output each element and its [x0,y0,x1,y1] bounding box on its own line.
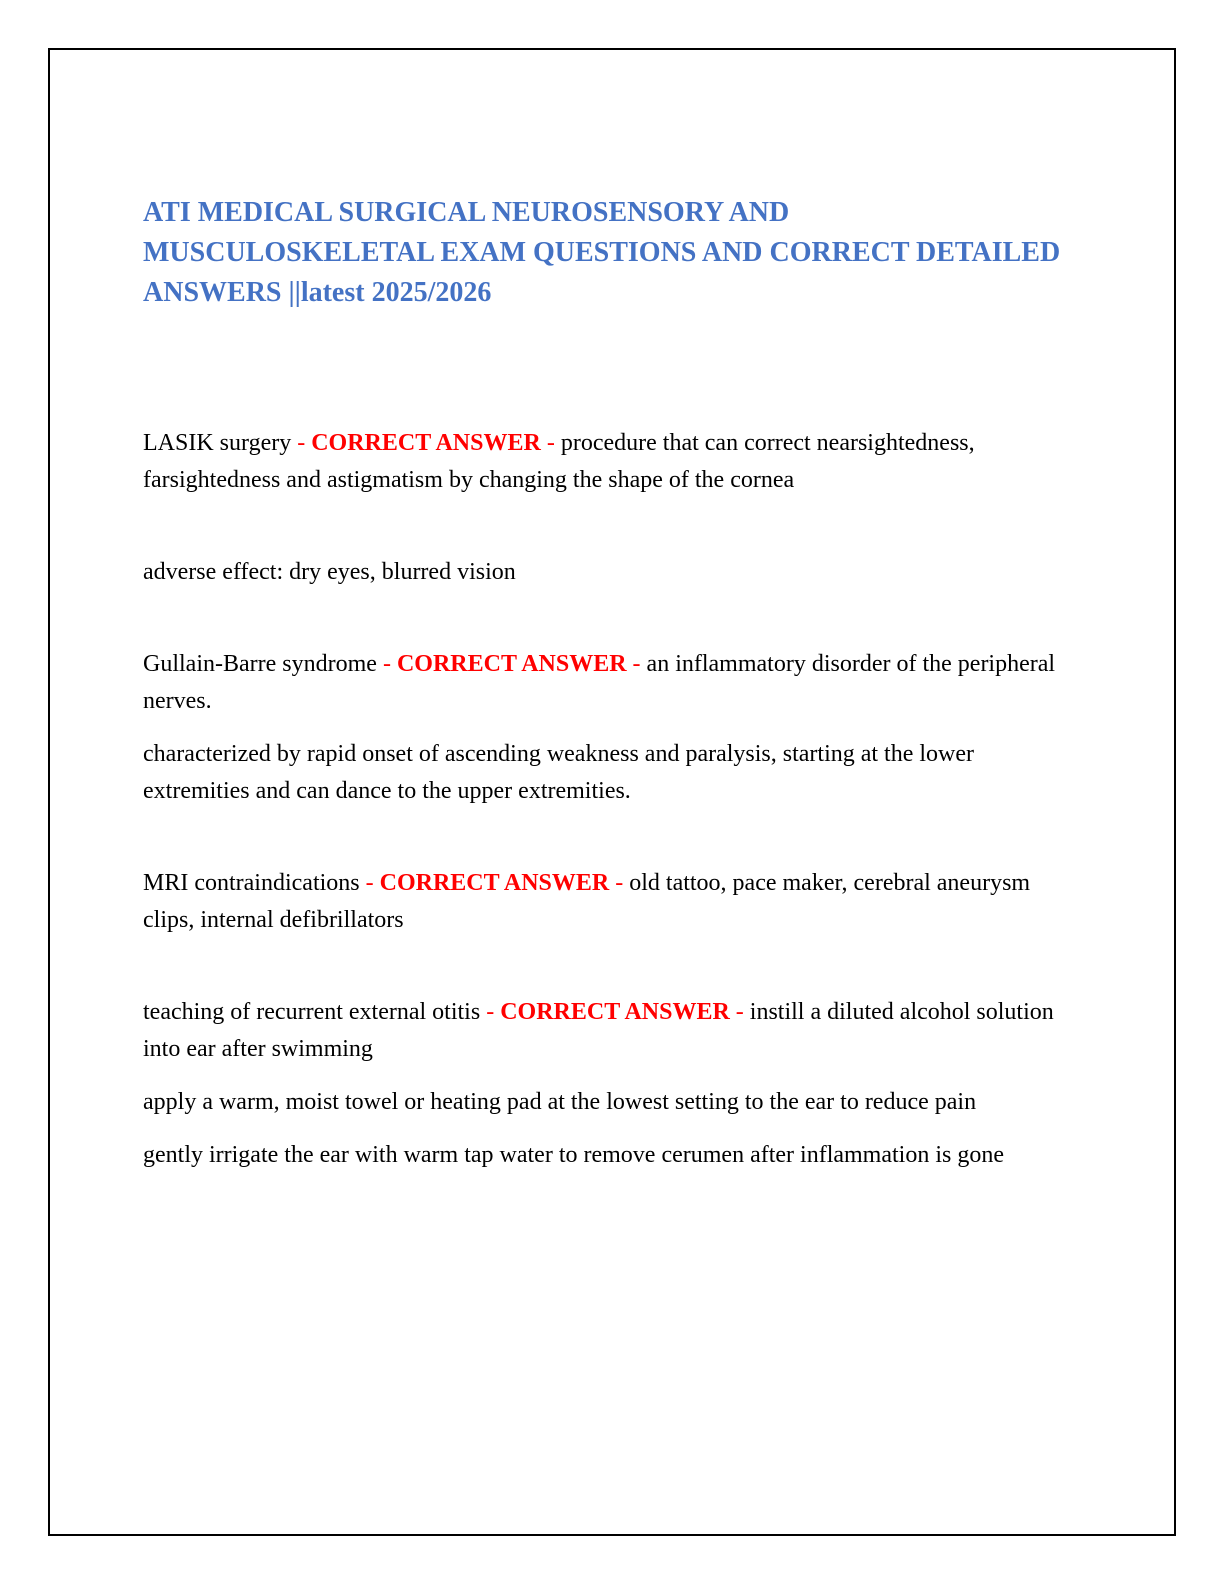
document-title-line-2: MUSCULOSKELETAL EXAM QUESTIONS AND CORRECT DETAILED [143,237,1061,268]
question-text: teaching of recurrent external otitis [143,999,481,1025]
separator-dash: - [540,430,561,456]
answer-text: procedure that can correct nearsightedness, farsightedness and astigmatism by changing the shape of the cornea [143,430,975,493]
qa-entry [143,646,1083,720]
document-title [143,193,1083,313]
document-title-line-1: ATI MEDICAL SURGICAL NEUROSENSORY AND [143,197,790,228]
separator-dash: - [480,999,501,1025]
document-content [143,193,1083,1190]
note-paragraph: adverse effect: dry eyes, blurred vision [143,559,516,585]
document-title-line-3: ANSWERS ||latest 2025/2026 [143,277,492,308]
question-text: MRI contraindications [143,870,360,896]
note-paragraph: characterized by rapid onset of ascending weakness and paralysis, starting at the lower extremities and can dance to the upper extremities. [143,741,975,804]
correct-answer-label: CORRECT ANSWER [379,870,610,896]
answer-text: old tattoo, pace maker, cerebral aneurysm clips, internal defibrillators [143,870,1031,933]
separator-dash: - [291,430,312,456]
separator-dash: - [376,651,397,677]
correct-answer-label: CORRECT ANSWER [396,651,627,677]
question-text: Gullain-Barre syndrome [143,651,377,677]
separator-dash: - [626,651,647,677]
qa-entry [143,865,1083,939]
separator-dash: - [729,999,750,1025]
answer-text: an inflammatory disorder of the peripheral nerves. [143,651,1056,714]
correct-answer-label: CORRECT ANSWER [500,999,730,1025]
note-paragraph: apply a warm, moist towel or heating pad at the lowest setting to the ear to reduce pain [143,1089,977,1115]
separator-dash: - [359,870,380,896]
note-paragraph: gently irrigate the ear with warm tap water to remove cerumen after inflammation is gone [143,1142,1004,1168]
qa-entry [143,994,1083,1068]
qa-entry [143,425,1083,499]
answer-text: instill a diluted alcohol solution into ear after swimming [143,999,1054,1062]
correct-answer-label: CORRECT ANSWER [311,430,541,456]
question-text: LASIK surgery [143,430,292,456]
separator-dash: - [609,870,630,896]
